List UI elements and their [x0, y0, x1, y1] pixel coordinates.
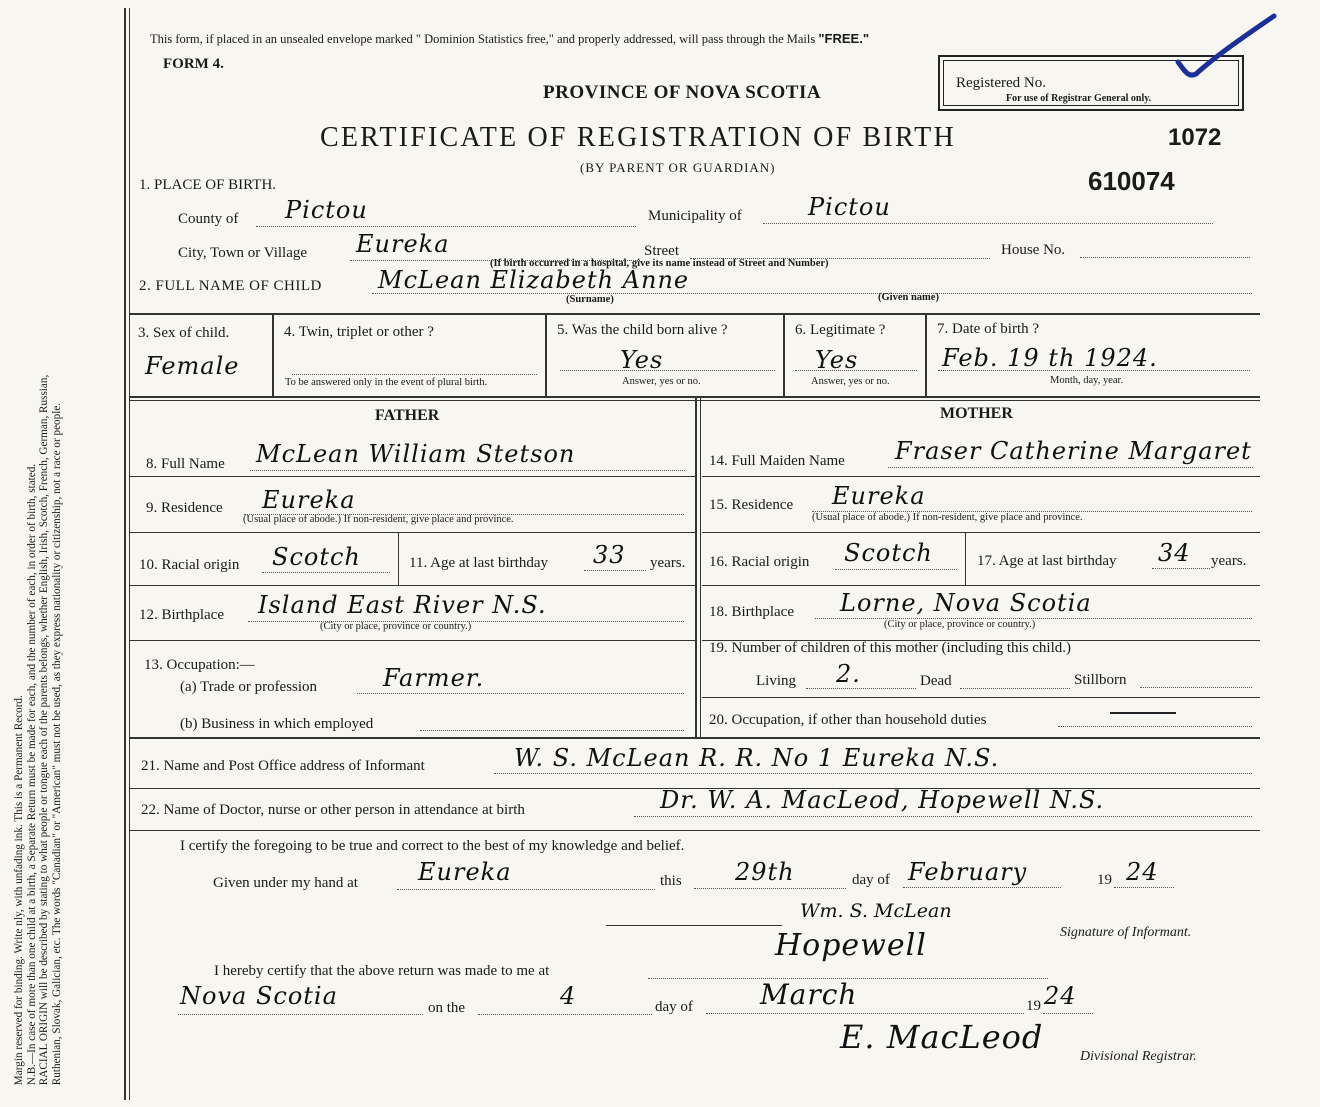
mother-birthplace-value: Lorne, Nova Scotia	[840, 589, 1092, 617]
father-residence-note: (Usual place of abode.) If non-resident, give place and province.	[243, 514, 514, 525]
postal-free: "FREE."	[818, 31, 869, 46]
father-residence-label: 9. Residence	[146, 500, 223, 516]
mother-name-value: Fraser Catherine Margaret	[895, 437, 1252, 465]
margin-rule	[124, 8, 126, 1100]
father-name-value: McLean William Stetson	[256, 440, 576, 468]
margin-note-1: Margin reserved for binding. Write nly, with unfading ink. This is a Permanent Record.	[12, 695, 25, 1086]
margin-note-3: RACIAL ORIGIN will be described by stating to what people or tongue each of the parents belongs, whether English, Irish, Scotch, French, German, Russian,	[38, 374, 50, 1086]
given-place-value: Eureka	[418, 858, 512, 886]
date-note: Month, day, year.	[1050, 375, 1124, 386]
registered-label: Registered No.	[956, 75, 1046, 91]
municipality-value: Pictou	[808, 193, 891, 221]
mother-residence-label: 15. Residence	[709, 497, 794, 513]
mother-race-value: Scotch	[844, 539, 933, 567]
given-day-of-label: day of	[852, 872, 890, 888]
living-label: Living	[756, 673, 796, 689]
margin-notes	[13, 45, 63, 1085]
city-label: City, Town or Village	[178, 245, 308, 261]
legitimate-label: 6. Legitimate ?	[795, 322, 886, 338]
house-label: House No.	[1001, 242, 1066, 258]
stamp-number-2: 610074	[1088, 166, 1175, 196]
registrar-signature: E. MacLeod	[840, 1018, 1044, 1056]
certificate-subtitle: (BY PARENT OR GUARDIAN)	[580, 160, 776, 175]
doctor-value: Dr. W. A. MacLeod, Hopewell N.S.	[660, 786, 1105, 814]
father-years-label: years.	[650, 555, 686, 571]
registrar-year-prefix: 19	[1026, 998, 1041, 1014]
living-value: 2.	[836, 660, 861, 688]
father-age-label: 11. Age at last birthday	[409, 555, 548, 571]
father-race-value: Scotch	[272, 543, 361, 571]
margin-rule-inner	[129, 8, 130, 1100]
municipality-label: Municipality of	[648, 208, 742, 224]
given-name-note: (Given name)	[878, 292, 939, 303]
registrar-day-value: 4	[560, 982, 577, 1010]
margin-note-2: N.B.—In case of more than one child at a birth, a Separate Return must be made for each, and the number of each, in order of birth, stated.	[25, 463, 38, 1086]
father-residence-value: Eureka	[262, 486, 356, 514]
county-value: Pictou	[285, 196, 368, 224]
registrar-year-value: 24	[1044, 982, 1077, 1010]
father-birthplace-value: Island East River N.S.	[258, 591, 547, 619]
this-label: this	[660, 873, 682, 889]
twin-note: To be answered only in the event of plural birth.	[285, 377, 488, 388]
date-value: Feb. 19 th 1924.	[942, 344, 1158, 372]
father-age-value: 33	[593, 541, 626, 569]
twin-label: 4. Twin, triplet or other ?	[284, 324, 434, 340]
given-label: Given under my hand at	[213, 875, 358, 891]
mother-age-value: 34	[1158, 539, 1191, 567]
city-value: Eureka	[356, 230, 450, 258]
father-name-label: 8. Full Name	[146, 456, 225, 472]
mother-residence-note: (Usual place of abode.) If non-resident, give place and province.	[812, 512, 1083, 523]
father-birthplace-note: (City or place, province or country.)	[320, 621, 472, 632]
registrar-statement: I hereby certify that the above return was made to me at	[214, 963, 550, 979]
children-count-label: 19. Number of children of this mother (including this child.)	[709, 640, 1072, 656]
alive-note: Answer, yes or no.	[622, 376, 701, 387]
given-year-value: 24	[1126, 858, 1159, 886]
informant-value: W. S. McLean R. R. No 1 Eureka N.S.	[514, 744, 1000, 772]
mother-heading: MOTHER	[940, 405, 1013, 422]
alive-value: Yes	[620, 346, 664, 374]
stillborn-label: Stillborn	[1074, 672, 1127, 688]
form-number: FORM 4.	[163, 56, 224, 72]
checkmark-icon	[1170, 10, 1280, 85]
registrar-province-value: Nova Scotia	[180, 982, 338, 1010]
date-label: 7. Date of birth ?	[937, 321, 1040, 337]
registered-note: For use of Registrar General only.	[1006, 93, 1152, 104]
mother-birthplace-label: 18. Birthplace	[709, 604, 794, 620]
certificate-title: CERTIFICATE OF REGISTRATION OF BIRTH	[320, 122, 956, 153]
county-label: County of	[178, 211, 239, 227]
trade-label: (a) Trade or profession	[180, 679, 318, 695]
given-month-value: February	[908, 858, 1028, 886]
trade-value: Farmer.	[383, 664, 485, 692]
registrar-day-of-label: day of	[655, 999, 693, 1015]
doctor-label: 22. Name of Doctor, nurse or other person in attendance at birth	[141, 802, 525, 818]
sex-value: Female	[145, 352, 240, 380]
informant-signature-label: Signature of Informant.	[1060, 925, 1192, 940]
mother-occupation-label: 20. Occupation, if other than household duties	[709, 712, 987, 728]
stamp-number-1: 1072	[1168, 124, 1222, 151]
informant-signature: Wm. S. McLean	[800, 900, 952, 922]
mother-birthplace-note: (City or place, province or country.)	[884, 619, 1036, 630]
business-label: (b) Business in which employed	[180, 716, 374, 732]
father-heading: FATHER	[375, 407, 440, 424]
surname-note: (Surname)	[566, 294, 614, 305]
postal-note: This form, if placed in an unsealed envelope marked " Dominion Statistics free," and properly addressed, will pass through the Mails "FREE."	[150, 31, 869, 46]
mother-age-label: 17. Age at last birthday	[977, 553, 1117, 569]
registrar-month-value: March	[760, 978, 858, 1011]
child-name-value: McLean Elizabeth Anne	[378, 266, 690, 294]
legitimate-value: Yes	[815, 346, 859, 374]
mother-residence-value: Eureka	[832, 482, 926, 510]
registrar-on-the-label: on the	[428, 1000, 466, 1016]
street-label: Street	[644, 243, 679, 259]
occupation-label: 13. Occupation:—	[144, 657, 255, 673]
place-of-birth-label: 1. PLACE OF BIRTH.	[139, 177, 277, 193]
child-name-label: 2. FULL NAME OF CHILD	[139, 278, 322, 294]
informant-label: 21. Name and Post Office address of Informant	[141, 758, 425, 774]
margin-note-4: Ruthenian, Slovak, Galician, etc. The words "Canadian" or "American" must not be used, as they express nationality or citizenship, not a race or people.	[50, 402, 63, 1086]
certify-statement: I certify the foregoing to be true and correct to the best of my knowledge and belief.	[180, 838, 685, 854]
dead-label: Dead	[920, 673, 952, 689]
registrar-place-value: Hopewell	[775, 928, 927, 963]
given-year-prefix: 19	[1097, 872, 1112, 888]
mother-name-label: 14. Full Maiden Name	[709, 453, 845, 469]
father-race-label: 10. Racial origin	[139, 557, 240, 573]
alive-label: 5. Was the child born alive ?	[557, 322, 728, 338]
legitimate-note: Answer, yes or no.	[811, 376, 890, 387]
registrar-title: Divisional Registrar.	[1080, 1049, 1197, 1064]
province-heading: PROVINCE OF NOVA SCOTIA	[543, 82, 822, 103]
mother-race-label: 16. Racial origin	[709, 554, 810, 570]
hospital-note: (If birth occurred in a hospital, give its name instead of Street and Number)	[490, 258, 829, 269]
given-day-value: 29th	[735, 858, 795, 886]
sex-label: 3. Sex of child.	[138, 325, 230, 341]
mother-years-label: years.	[1211, 553, 1247, 569]
father-birthplace-label: 12. Birthplace	[139, 607, 224, 623]
